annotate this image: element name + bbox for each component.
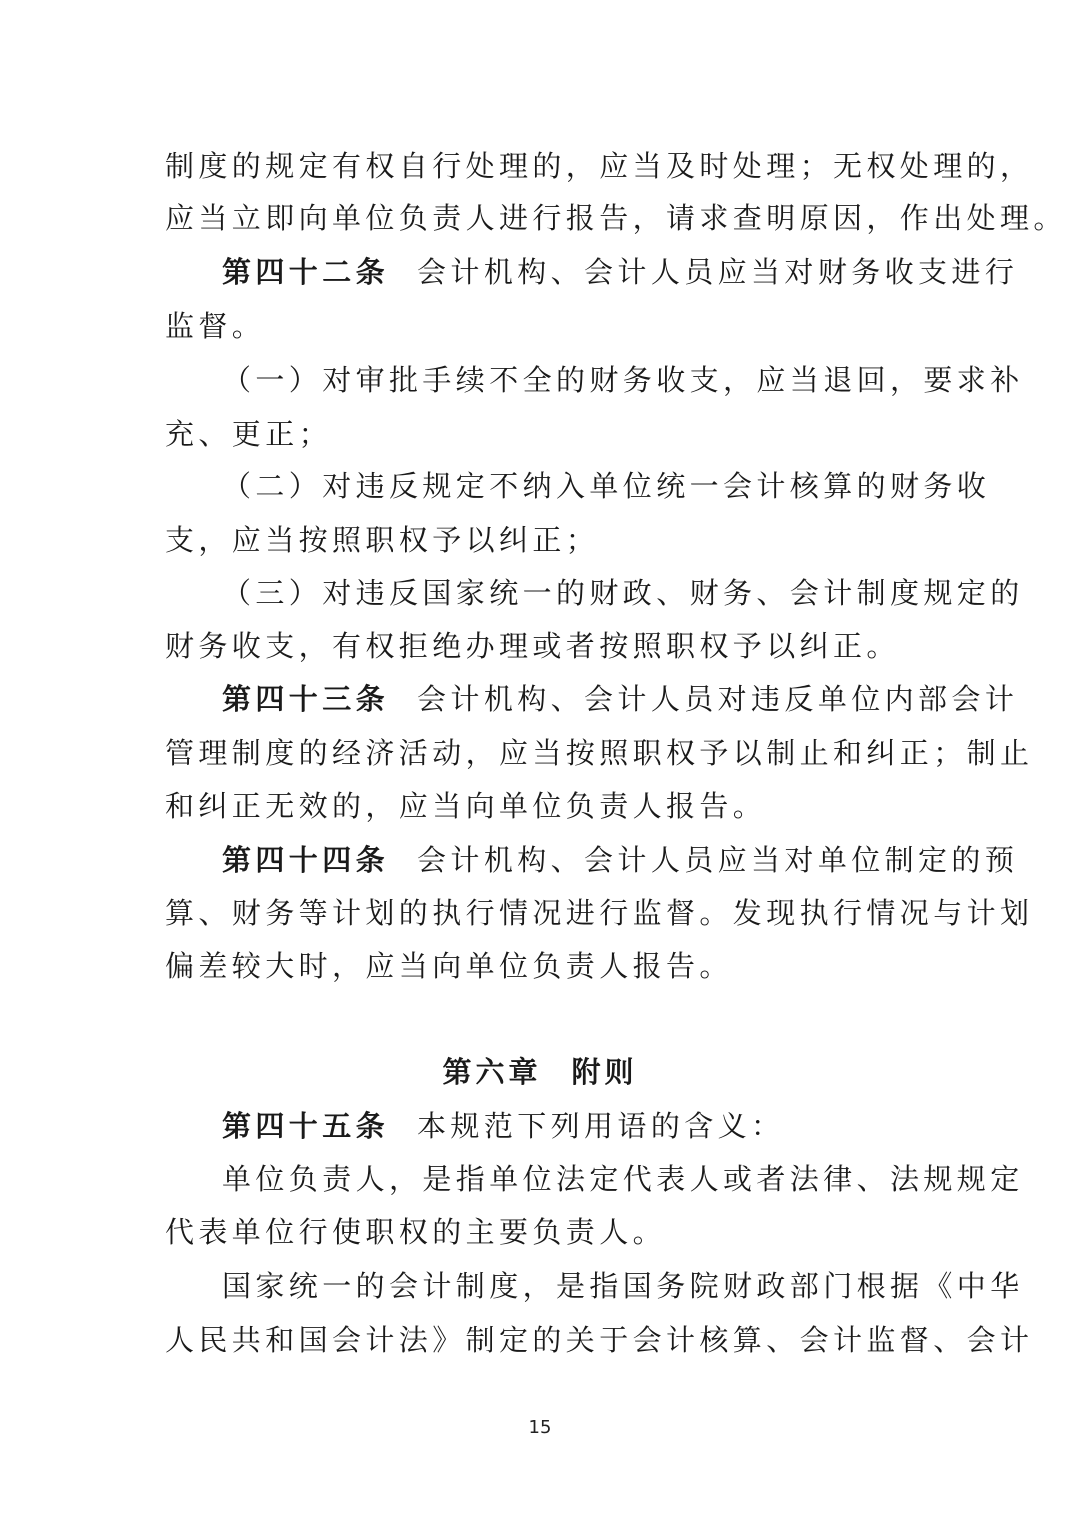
article-44-text: 会计机构、会计人员应当对单位制定的预: [417, 843, 1019, 877]
definition-1: 单位负责人，是指单位法定代表人或者法律、法规规定: [222, 1162, 1024, 1196]
chapter-number: 第六章: [442, 1055, 542, 1089]
article-45-heading: 第四十五条: [222, 1109, 390, 1143]
page-number: 15: [528, 1417, 552, 1438]
article-45-text: 本规范下列用语的含义：: [417, 1109, 785, 1143]
article-45-first-line: [222, 1106, 917, 1146]
text-line: 人民共和国会计法》制定的关于会计核算、会计监督、会计: [165, 1323, 1034, 1357]
chapter-title: 附则: [571, 1055, 638, 1089]
article-42-text: 会计机构、会计人员应当对财务收支进行: [417, 255, 1019, 289]
article-42-item-3: （三）对违反国家统一的财政、财务、会计制度规定的: [222, 576, 1024, 610]
article-42-item-2: （二）对违反规定不纳入单位统一会计核算的财务收: [222, 469, 991, 503]
text-line: 应当立即向单位负责人进行报告，请求查明原因，作出处理。: [165, 201, 1067, 235]
article-44-first-line: [222, 840, 1019, 880]
article-44-heading: 第四十四条: [222, 843, 390, 877]
chapter-heading: [0, 1052, 1080, 1092]
article-42-item-1: （一）对审批手续不全的财务收支，应当退回，要求补: [222, 363, 1024, 397]
article-43-text: 会计机构、会计人员对违反单位内部会计: [417, 682, 1019, 716]
text-line: 和纠正无效的，应当向单位负责人报告。: [165, 789, 767, 823]
article-43-heading: 第四十三条: [222, 682, 390, 716]
article-42-heading: 第四十二条: [222, 255, 390, 289]
text-line: 财务收支，有权拒绝办理或者按照职权予以纠正。: [165, 629, 900, 663]
article-42-first-line: [222, 252, 1019, 292]
text-line: 支，应当按照职权予以纠正；: [165, 523, 600, 557]
text-line: 监督。: [165, 309, 266, 343]
text-line: 代表单位行使职权的主要负责人。: [165, 1215, 667, 1249]
text-line: 算、财务等计划的执行情况进行监督。发现执行情况与计划: [165, 896, 1034, 930]
text-line: 制度的规定有权自行处理的，应当及时处理；无权处理的，: [165, 149, 1034, 183]
article-43-first-line: [222, 679, 1019, 719]
text-line: 管理制度的经济活动，应当按照职权予以制止和纠正；制止: [165, 736, 1034, 770]
text-line: 充、更正；: [165, 417, 333, 451]
definition-2: 国家统一的会计制度，是指国务院财政部门根据《中华: [222, 1269, 1024, 1303]
text-line: 偏差较大时，应当向单位负责人报告。: [165, 949, 733, 983]
